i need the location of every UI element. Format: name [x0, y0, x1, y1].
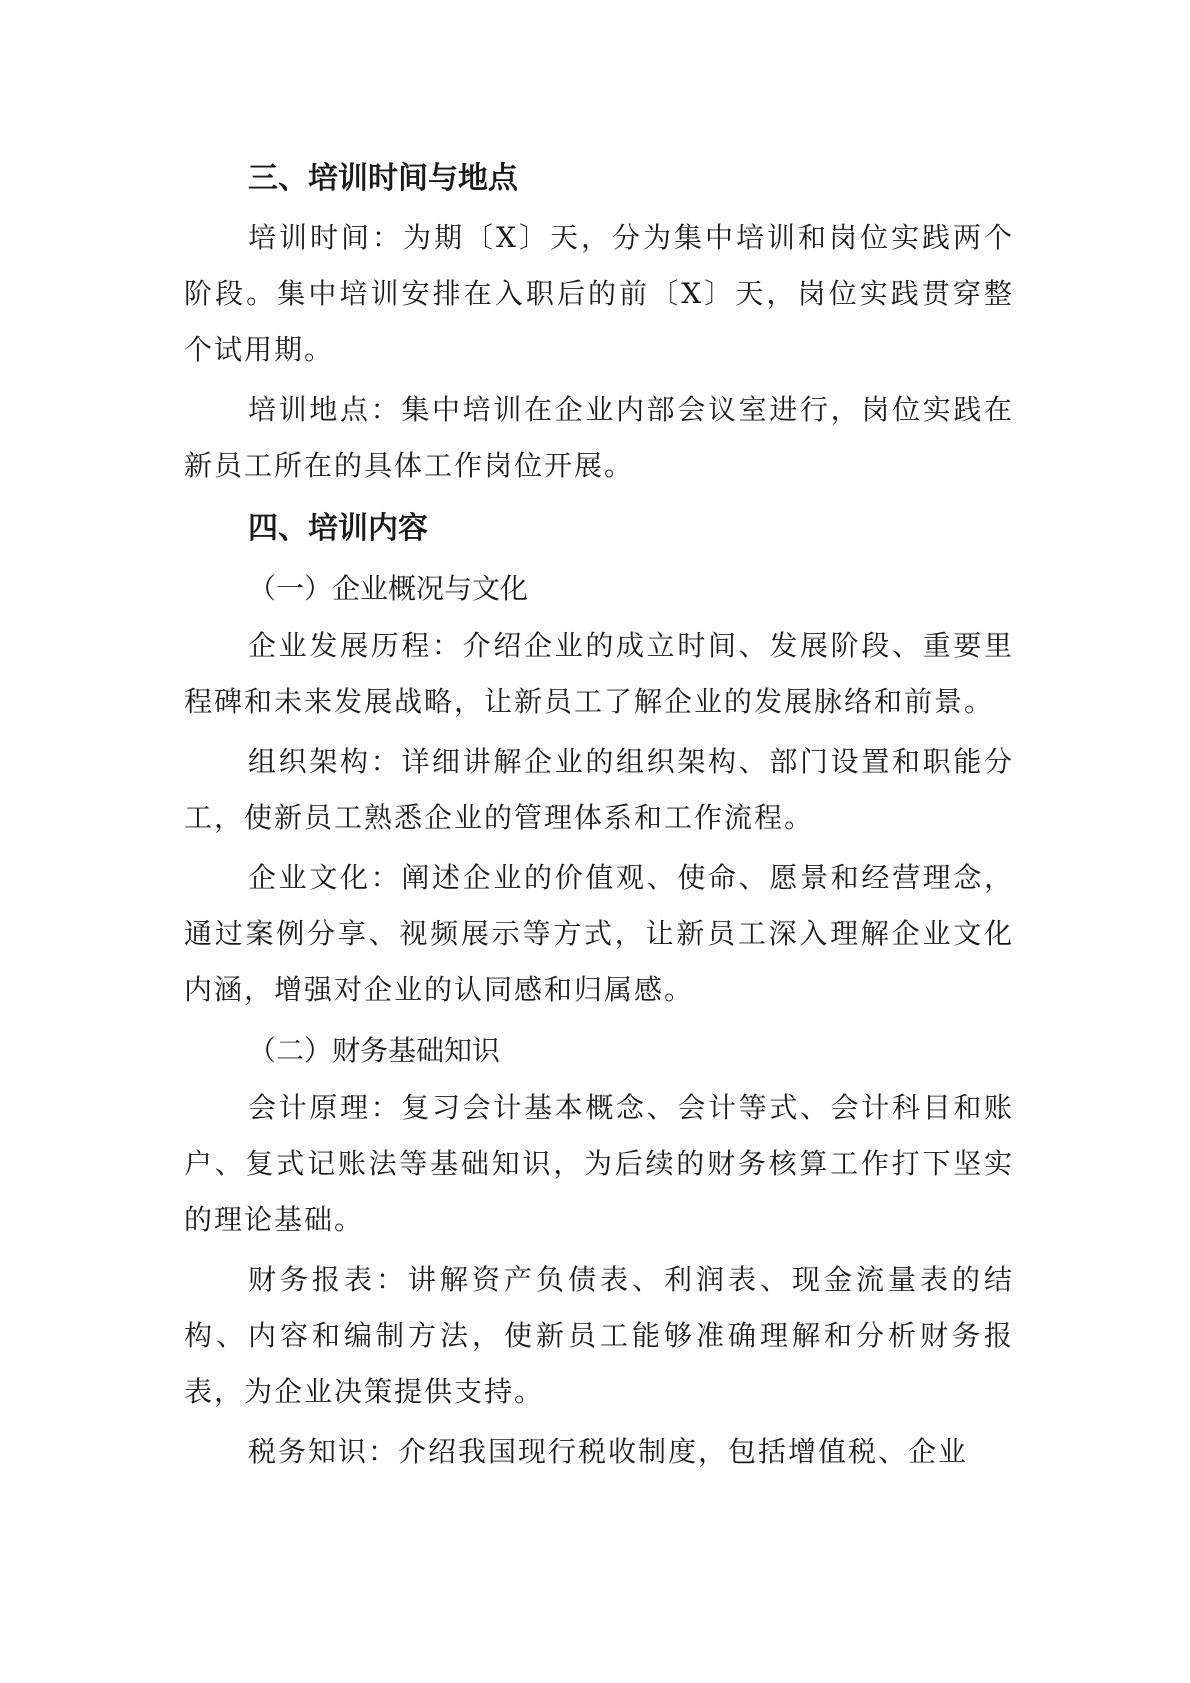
paragraph-financial-statements: 财务报表：讲解资产负债表、利润表、现金流量表的结构、内容和编制方法，使新员工能够准确理解和分析财务报表，为企业决策提供支持。: [184, 1263, 1014, 1408]
section-heading-training-time-place: 三、培训时间与地点: [248, 161, 518, 196]
subsection-heading-finance-basics: （二）财务基础知识: [248, 1034, 501, 1067]
paragraph-training-place: 培训地点：集中培训在企业内部会议室进行，岗位实践在新员工所在的具体工作岗位开展。: [184, 393, 1014, 482]
document-body: [184, 148, 1014, 1484]
paragraph-training-time: 培训时间：为期〔X〕天，分为集中培训和岗位实践两个阶段。集中培训安排在入职后的前〔X〕天，岗位实践贯穿整个试用期。: [184, 221, 1014, 366]
paragraph-company-culture: 企业文化：阐述企业的价值观、使命、愿景和经营理念，通过案例分享、视频展示等方式，让新员工深入理解企业文化内涵，增强对企业的认同感和归属感。: [184, 861, 1014, 1006]
section-heading-training-content: 四、培训内容: [248, 511, 428, 546]
paragraph-accounting-principles: 会计原理：复习会计基本概念、会计等式、会计科目和账户、复式记账法等基础知识，为后续的财务核算工作打下坚实的理论基础。: [184, 1091, 1014, 1236]
paragraph-company-history: 企业发展历程：介绍企业的成立时间、发展阶段、重要里程碑和未来发展战略，让新员工了解企业的发展脉络和前景。: [184, 629, 1014, 718]
paragraph-organization-structure: 组织架构：详细讲解企业的组织架构、部门设置和职能分工，使新员工熟悉企业的管理体系和工作流程。: [184, 745, 1014, 834]
paragraph-tax-knowledge: 税务知识：介绍我国现行税收制度，包括增值税、企业: [248, 1435, 969, 1468]
subsection-heading-company-overview: （一）企业概况与文化: [248, 572, 529, 605]
